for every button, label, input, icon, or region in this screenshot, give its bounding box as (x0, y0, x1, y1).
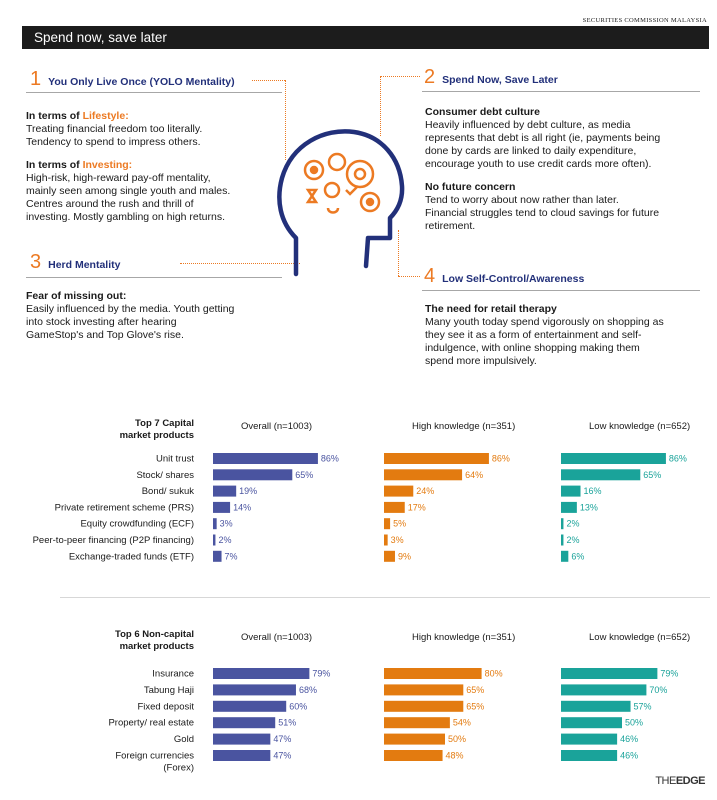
value-label: 79% (312, 668, 331, 679)
section-4-line: spend more impulsively. (425, 355, 537, 367)
series-label: High knowledge (n=351) (412, 421, 516, 432)
section-2-number: 2 (424, 66, 436, 88)
section-3-number: 3 (30, 251, 42, 273)
value-label: 48% (445, 750, 464, 761)
section-4-title: Low Self-Control/Awareness (442, 273, 585, 285)
category-label: Property/ real estate (108, 717, 194, 729)
category-label: Equity crowdfunding (ECF) (80, 518, 194, 530)
value-label: 7% (224, 551, 238, 562)
bar (561, 551, 568, 562)
section-2-line: retirement. (425, 220, 476, 232)
value-label: 80% (484, 668, 503, 679)
value-label: 9% (397, 551, 411, 562)
value-label: 50% (625, 717, 644, 728)
lifestyle-line: Tendency to spend to impress others. (26, 136, 201, 148)
category-label: (Forex) (163, 762, 194, 774)
investing-line: Centres around the rush and thrill of (26, 198, 194, 210)
bar (213, 453, 318, 464)
bar (561, 486, 581, 497)
value-label: 5% (393, 518, 407, 529)
category-label: Bond/ sukuk (141, 486, 194, 498)
bar (561, 750, 617, 761)
category-label: Fixed deposit (137, 701, 194, 713)
section-1-title: You Only Live Once (YOLO Mentality) (48, 76, 235, 88)
value-label: 70% (649, 684, 668, 695)
value-label: 57% (633, 701, 652, 712)
section-divider (60, 597, 710, 598)
section-2-line: Financial struggles tend to cloud savings for future (425, 207, 660, 219)
bar (384, 701, 463, 712)
value-label: 54% (452, 717, 471, 728)
section-2-line: represents that debt is all right (ie, payments being (425, 132, 661, 144)
chart-title: Top 7 Capital (135, 418, 194, 429)
series-label: Low knowledge (n=652) (589, 632, 691, 643)
brand-logo: THEEDGE (655, 775, 705, 787)
bar (384, 469, 462, 480)
category-label: Tabung Haji (143, 684, 194, 696)
section-4-line: indulgence, with online shopping making them (425, 342, 640, 354)
section-4-heading: The need for retail therapy (425, 303, 557, 315)
bar (561, 734, 617, 745)
bar (213, 469, 292, 480)
bar (213, 717, 275, 728)
value-label: 2% (566, 518, 580, 529)
section-1-number: 1 (30, 68, 42, 90)
series-label: Overall (n=1003) (241, 632, 313, 643)
value-label: 46% (620, 734, 639, 745)
bar (561, 668, 657, 679)
chart-title: market products (119, 641, 194, 652)
bar (213, 684, 296, 695)
category-label: Private retirement scheme (PRS) (54, 502, 194, 514)
category-label: Exchange-traded funds (ETF) (68, 551, 194, 563)
bar (213, 734, 270, 745)
bar (384, 717, 450, 728)
chart-title: Top 6 Non-capital (115, 629, 194, 640)
bar (384, 668, 482, 679)
value-label: 65% (466, 701, 485, 712)
investing-word: Investing: (82, 159, 133, 171)
bar (561, 684, 646, 695)
bar (561, 701, 631, 712)
category-label: Unit trust (155, 453, 194, 465)
source-label: SECURITIES COMMISSION MALAYSIA (582, 17, 707, 24)
value-label: 86% (320, 453, 339, 464)
bar (213, 518, 217, 529)
section-2-line: done by cards are linked to daily expenditure, (425, 145, 637, 157)
section-4-number: 4 (424, 265, 436, 287)
bar (561, 502, 577, 513)
value-label: 65% (643, 469, 662, 480)
value-label: 50% (448, 734, 467, 745)
bar (213, 701, 286, 712)
section-3-line: GameStop's and Top Glove's rise. (26, 329, 184, 341)
value-label: 6% (571, 551, 585, 562)
value-label: 68% (298, 684, 317, 695)
bar (561, 535, 563, 546)
lifestyle-prefix: In terms of (26, 110, 83, 122)
series-label: High knowledge (n=351) (412, 632, 516, 643)
bar (213, 486, 236, 497)
value-label: 65% (466, 684, 485, 695)
bar (384, 684, 463, 695)
lifestyle-word: Lifestyle: (82, 110, 129, 122)
section-3-heading: Fear of missing out: (26, 290, 127, 302)
value-label: 47% (273, 750, 292, 761)
value-label: 24% (416, 486, 435, 497)
value-label: 17% (407, 502, 426, 513)
bar (384, 486, 413, 497)
section-2-line: Tend to worry about now rather than later. (425, 194, 619, 206)
value-label: 2% (566, 535, 580, 545)
value-label: 64% (465, 469, 484, 480)
page-title: Spend now, save later (22, 26, 709, 49)
value-label: 14% (233, 502, 252, 513)
section-2-line: encourage youth to use credit cards more often). (425, 158, 652, 170)
bar (384, 535, 388, 546)
chart-title: market products (119, 430, 194, 441)
series-label: Low knowledge (n=652) (589, 421, 691, 432)
bar (384, 551, 395, 562)
section-2-heading-1: Consumer debt culture (425, 106, 540, 118)
value-label: 19% (239, 486, 258, 497)
category-label: Insurance (152, 668, 194, 680)
investing-line: High-risk, high-reward pay-off mentality, (26, 172, 211, 184)
category-label: Gold (173, 734, 194, 746)
bar (213, 750, 270, 761)
bar (384, 750, 443, 761)
value-label: 86% (668, 453, 687, 464)
bar (213, 535, 215, 546)
investing-line: mainly seen among single youth and males. (26, 185, 231, 197)
investing-prefix: In terms of (26, 159, 83, 171)
section-3-line: Easily influenced by the media. Youth getting (26, 303, 235, 315)
value-label: 47% (273, 734, 292, 745)
category-label: Stock/ shares (136, 469, 194, 481)
section-3-line: into stock investing after hearing (26, 316, 177, 328)
bar (561, 453, 666, 464)
value-label: 86% (491, 453, 510, 464)
value-label: 13% (579, 502, 598, 513)
series-label: Overall (n=1003) (241, 421, 313, 432)
bar (213, 551, 222, 562)
value-label: 51% (278, 717, 297, 728)
investing-line: investing. Mostly gambling on high returns. (26, 211, 226, 223)
value-label: 16% (583, 486, 602, 497)
section-4-line: they see it as a form of entertainment and self- (425, 329, 642, 341)
value-label: 65% (295, 469, 314, 480)
section-2-line: Heavily influenced by debt culture, as media (425, 119, 631, 131)
lifestyle-line: Treating financial freedom too literally. (26, 123, 203, 135)
section-4-line: Many youth today spend vigorously on shopping as (425, 316, 664, 328)
value-label: 79% (660, 668, 679, 679)
bar (384, 734, 445, 745)
bar (561, 518, 563, 529)
value-label: 60% (289, 701, 308, 712)
category-label: Peer-to-peer financing (P2P financing) (32, 535, 194, 546)
bar (384, 453, 489, 464)
bar (213, 502, 230, 513)
value-label: 3% (219, 518, 233, 529)
bar (561, 717, 622, 728)
section-2-title: Spend Now, Save Later (442, 74, 558, 86)
bar (213, 668, 309, 679)
category-label: Foreign currencies (115, 750, 194, 762)
bar (384, 502, 405, 513)
bar (561, 469, 640, 480)
section-2-heading-2: No future concern (425, 181, 516, 193)
bar (384, 518, 390, 529)
value-label: 46% (620, 750, 639, 761)
value-label: 2% (218, 535, 232, 545)
value-label: 3% (390, 535, 404, 545)
section-3-title: Herd Mentality (48, 259, 121, 271)
